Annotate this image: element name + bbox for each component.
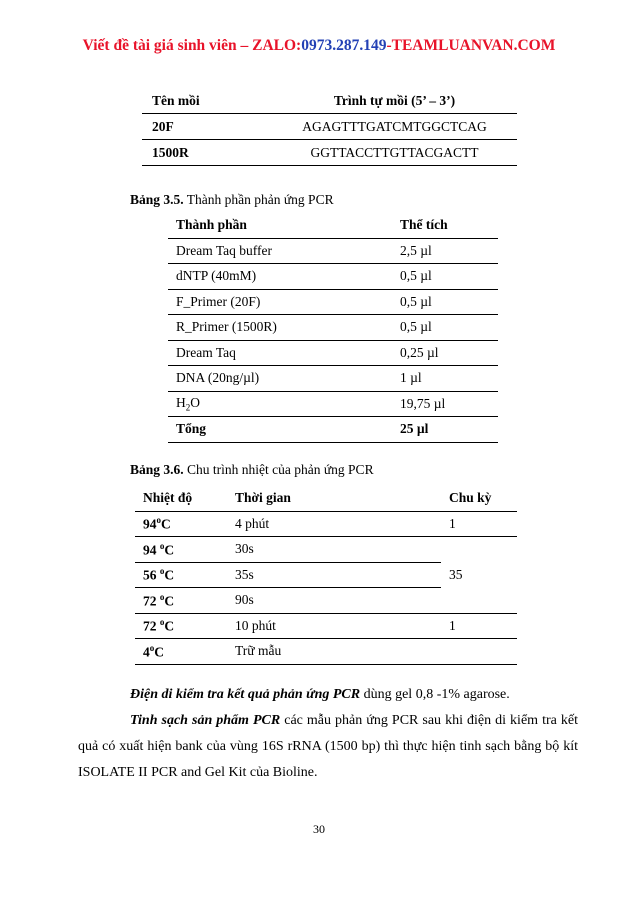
component-cell: R_Primer (1500R) [168,315,392,341]
degree-sup: o [159,617,165,627]
cycle-cell-empty [441,639,517,665]
time-cell: 90s [235,588,441,614]
time-cell: 35s [235,562,441,588]
caption-text: Thành phần phản ứng PCR [183,192,334,207]
primer-sequence: AGAGTTTGATCMTGGCTCAG [272,114,517,140]
time-cell: 10 phút [235,613,441,639]
header-cell: Thành phần [168,213,392,238]
volume-cell: 19,75 µl [392,391,498,417]
cycle-cell-merged: 35 [441,537,517,614]
table-row [168,391,498,417]
degree-sup: o [159,540,165,551]
temp-value: 94 [143,542,160,557]
temp-unit: C [164,542,175,557]
table-row [168,264,498,290]
volume-cell: 0,25 µl [392,340,498,366]
table-row [135,613,517,639]
temp-unit: C [154,644,164,659]
component-cell: F_Primer (20F) [168,289,392,315]
component-cell: DNA (20ng/µl) [168,366,392,392]
temp-value: 72 [143,593,160,608]
temperature-cell [135,537,235,563]
header-cell: Thể tích [392,213,498,238]
water-o: O [190,394,200,410]
water-subscript: 2 [185,402,191,413]
temp-unit: C [161,516,171,532]
table-total-row [168,417,498,443]
header-cell: Thời gian [235,486,441,511]
caption-label: Bảng 3.5. [130,192,184,207]
temperature-cell [135,613,235,639]
cycle-cell: 1 [441,511,517,537]
primer-name: 1500R [142,140,272,166]
degree-sup: o [159,566,165,576]
watermark-banner [0,37,638,55]
volume-cell: 1 µl [392,366,498,392]
component-cell: Dream Taq [168,340,392,366]
table-row [168,289,498,315]
temperature-cell [135,562,235,588]
page-number: 30 [313,822,325,836]
paragraph-lead: Điện di kiểm tra kết quả phản ứng PCR [130,687,361,702]
temperature-cell [135,511,235,537]
table-row [142,140,517,166]
watermark-text-1: Viết đề tài giá sinh viên – ZALO: [82,37,302,54]
header-cell: Nhiệt độ [135,486,235,511]
degree-sup: o [149,642,155,653]
volume-cell: 0,5 µl [392,264,498,290]
header-cell: Tên mồi [142,88,272,114]
paragraph-lead: Tinh sạch sản phẩm PCR [130,713,281,728]
temp-unit: C [164,567,175,583]
paragraph-purification [78,708,578,786]
header-cell: Chu kỳ [441,486,517,511]
volume-cell: 0,5 µl [392,289,498,315]
table-row [168,366,498,392]
header-cell: Trình tự mồi (5’ – 3’) [272,88,517,114]
paragraph-body: các mẫu phản ứng PCR sau khi điện di kiểm tra kết quả có xuất hiện bank của vùng 16S rRNA (1500 bp) thì thực hiện tinh sạch bằng bộ kít ISOLATE II PCR and Gel Kit của Bioline. [78,713,578,780]
table-row [168,238,498,264]
temp-value: 94 [143,516,157,532]
component-cell: Dream Taq buffer [168,238,392,264]
primer-sequence: GGTTACCTTGTTACGACTT [272,140,517,166]
volume-cell: 0,5 µl [392,315,498,341]
time-cell: Trữ mẫu [235,639,441,665]
component-cell: dNTP (40mM) [168,264,392,290]
pcr-components-table [168,213,498,443]
watermark-phone: 0973.287.149 [301,37,387,54]
degree-sup: o [156,515,161,525]
thermal-cycle-table [135,486,517,665]
table-row [168,315,498,341]
temp-unit: C [164,618,175,634]
table-caption [130,462,374,478]
table-header-row [142,88,517,114]
degree-sup: o [159,591,165,602]
paragraph-electrophoresis [130,682,510,708]
caption-label: Bảng 3.6. [130,462,184,477]
table-header-row [135,486,517,511]
table-row [142,114,517,140]
table-row [168,340,498,366]
temp-value: 4 [143,644,150,659]
caption-text: Chu trình nhiệt của phản ứng PCR [183,462,374,477]
temp-value: 72 [143,618,160,634]
water-h: H [176,394,186,410]
table-header-row [168,213,498,238]
paragraph-body: dùng gel 0,8 -1% agarose. [360,687,510,702]
time-cell: 4 phút [235,511,441,537]
total-label: Tổng [168,417,392,443]
volume-cell: 2,5 µl [392,238,498,264]
table-row [135,511,517,537]
total-value: 25 µl [392,417,498,443]
temp-value: 56 [143,567,160,583]
table-caption [130,192,334,208]
component-cell-water [168,391,392,417]
cycle-cell: 1 [441,613,517,639]
temperature-cell [135,588,235,614]
table-row [135,639,517,665]
temperature-cell [135,639,235,665]
time-cell: 30s [235,537,441,563]
temp-unit: C [164,593,175,608]
table-row [135,537,517,563]
primer-name: 20F [142,114,272,140]
primer-table [142,88,517,166]
watermark-text-2: -TEAMLUANVAN.COM [386,37,556,54]
